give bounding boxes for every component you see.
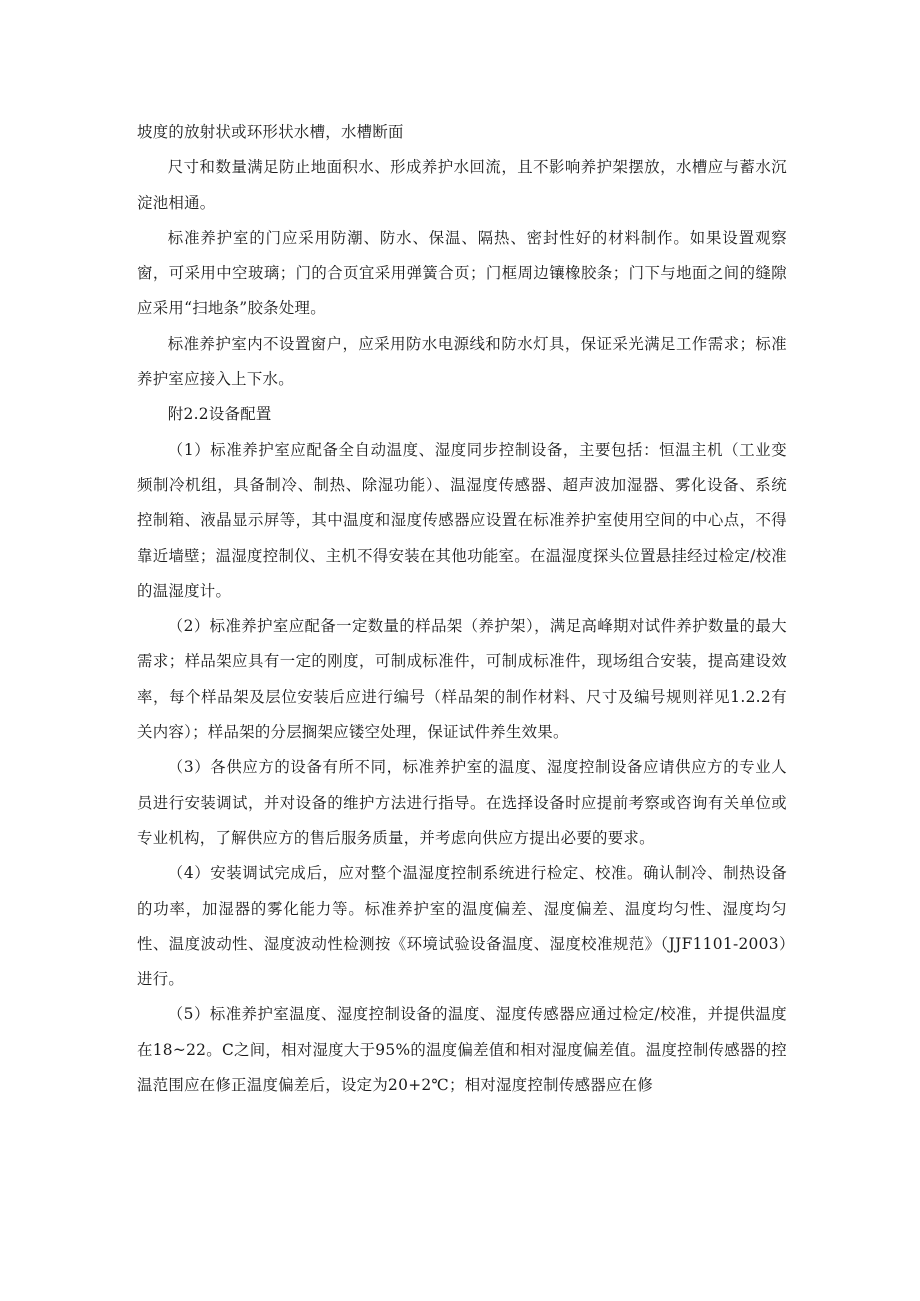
paragraph-drainage-continued: 坡度的放射状或环形状水槽，水槽断面 (137, 123, 404, 141)
item-3-installation: （3）各供应方的设备有所不同，标准养护室的温度、湿度控制设备应请供应方的专业人员进行安装调试，并对设备的维护方法进行指导。在选择设备时应提前考察或咨询有关单位或专业机构，了解供应方的售后服务质量，并考虑向供应方提出必要的要求。 (137, 758, 787, 847)
item-1-control-equipment: （1）标准养护室应配备全自动温度、湿度同步控制设备，主要包括：恒温主机（工业变频制冷机组，具备制冷、制热、除湿功能）、温湿度传感器、超声波加湿器、雾化设备、系统控制箱、液晶显示屏等，其中温度和湿度传感器应设置在标准养护室使用空间的中心点，不得靠近墙壁；温湿度控制仪、主机不得安装在其他功能室。在温湿度探头位置悬挂经过检定/校准的温湿度计。 (137, 440, 787, 600)
paragraph-no-windows: 标准养护室内不设置窗户，应采用防水电源线和防水灯具，保证采光满足工作需求；标准养护室应接入上下水。 (137, 334, 787, 389)
section-heading-equipment: 附2.2设备配置 (167, 405, 272, 424)
item-4-calibration: （4）安装调试完成后，应对整个温湿度控制系统进行检定、校准。确认制冷、制热设备的功率，加湿器的雾化能力等。标准养护室的温度偏差、湿度偏差、温度均匀性、湿度均匀性、温度波动性、湿度波动性检测按《环境试验设备温度、湿度校准规范》（JJF1101-2003）进行。 (137, 864, 787, 989)
paragraph-door-materials: 标准养护室的门应采用防潮、防水、保温、隔热、密封性好的材料制作。如果设置观察窗，可采用中空玻璃；门的合页宜采用弹簧合页；门框周边镶橡胶条；门下与地面之间的缝隙应采用“扫地条”胶条处理。 (137, 228, 787, 318)
paragraph-drainage-size: 尺寸和数量满足防止地面积水、形成养护水回流，且不影响养护架摆放，水槽应与蓄水沉淀池相通。 (137, 158, 787, 212)
item-5-sensors: （5）标准养护室温度、湿度控制设备的温度、湿度传感器应通过检定/校准，并提供温度在18~22。C之间，相对湿度大于95%的温度偏差值和相对湿度偏差值。温度控制传感器的控温范围应在修正温度偏差后，设定为20+2℃；相对湿度控制传感器应在修 (137, 1005, 787, 1095)
item-2-sample-racks: （2）标准养护室应配备一定数量的样品架（养护架），满足高峰期对试件养护数量的最大需求；样品架应具有一定的刚度，可制成标准件，可制成标准件，现场组合安装，提高建设效率，每个样品架及层位安装后应进行编号（样品架的制作材料、尺寸及编号规则祥见1.2.2有关内容）；样品架的分层搁架应镂空处理，保证试件养生效果。 (137, 617, 787, 742)
document-page (137, 115, 787, 1103)
